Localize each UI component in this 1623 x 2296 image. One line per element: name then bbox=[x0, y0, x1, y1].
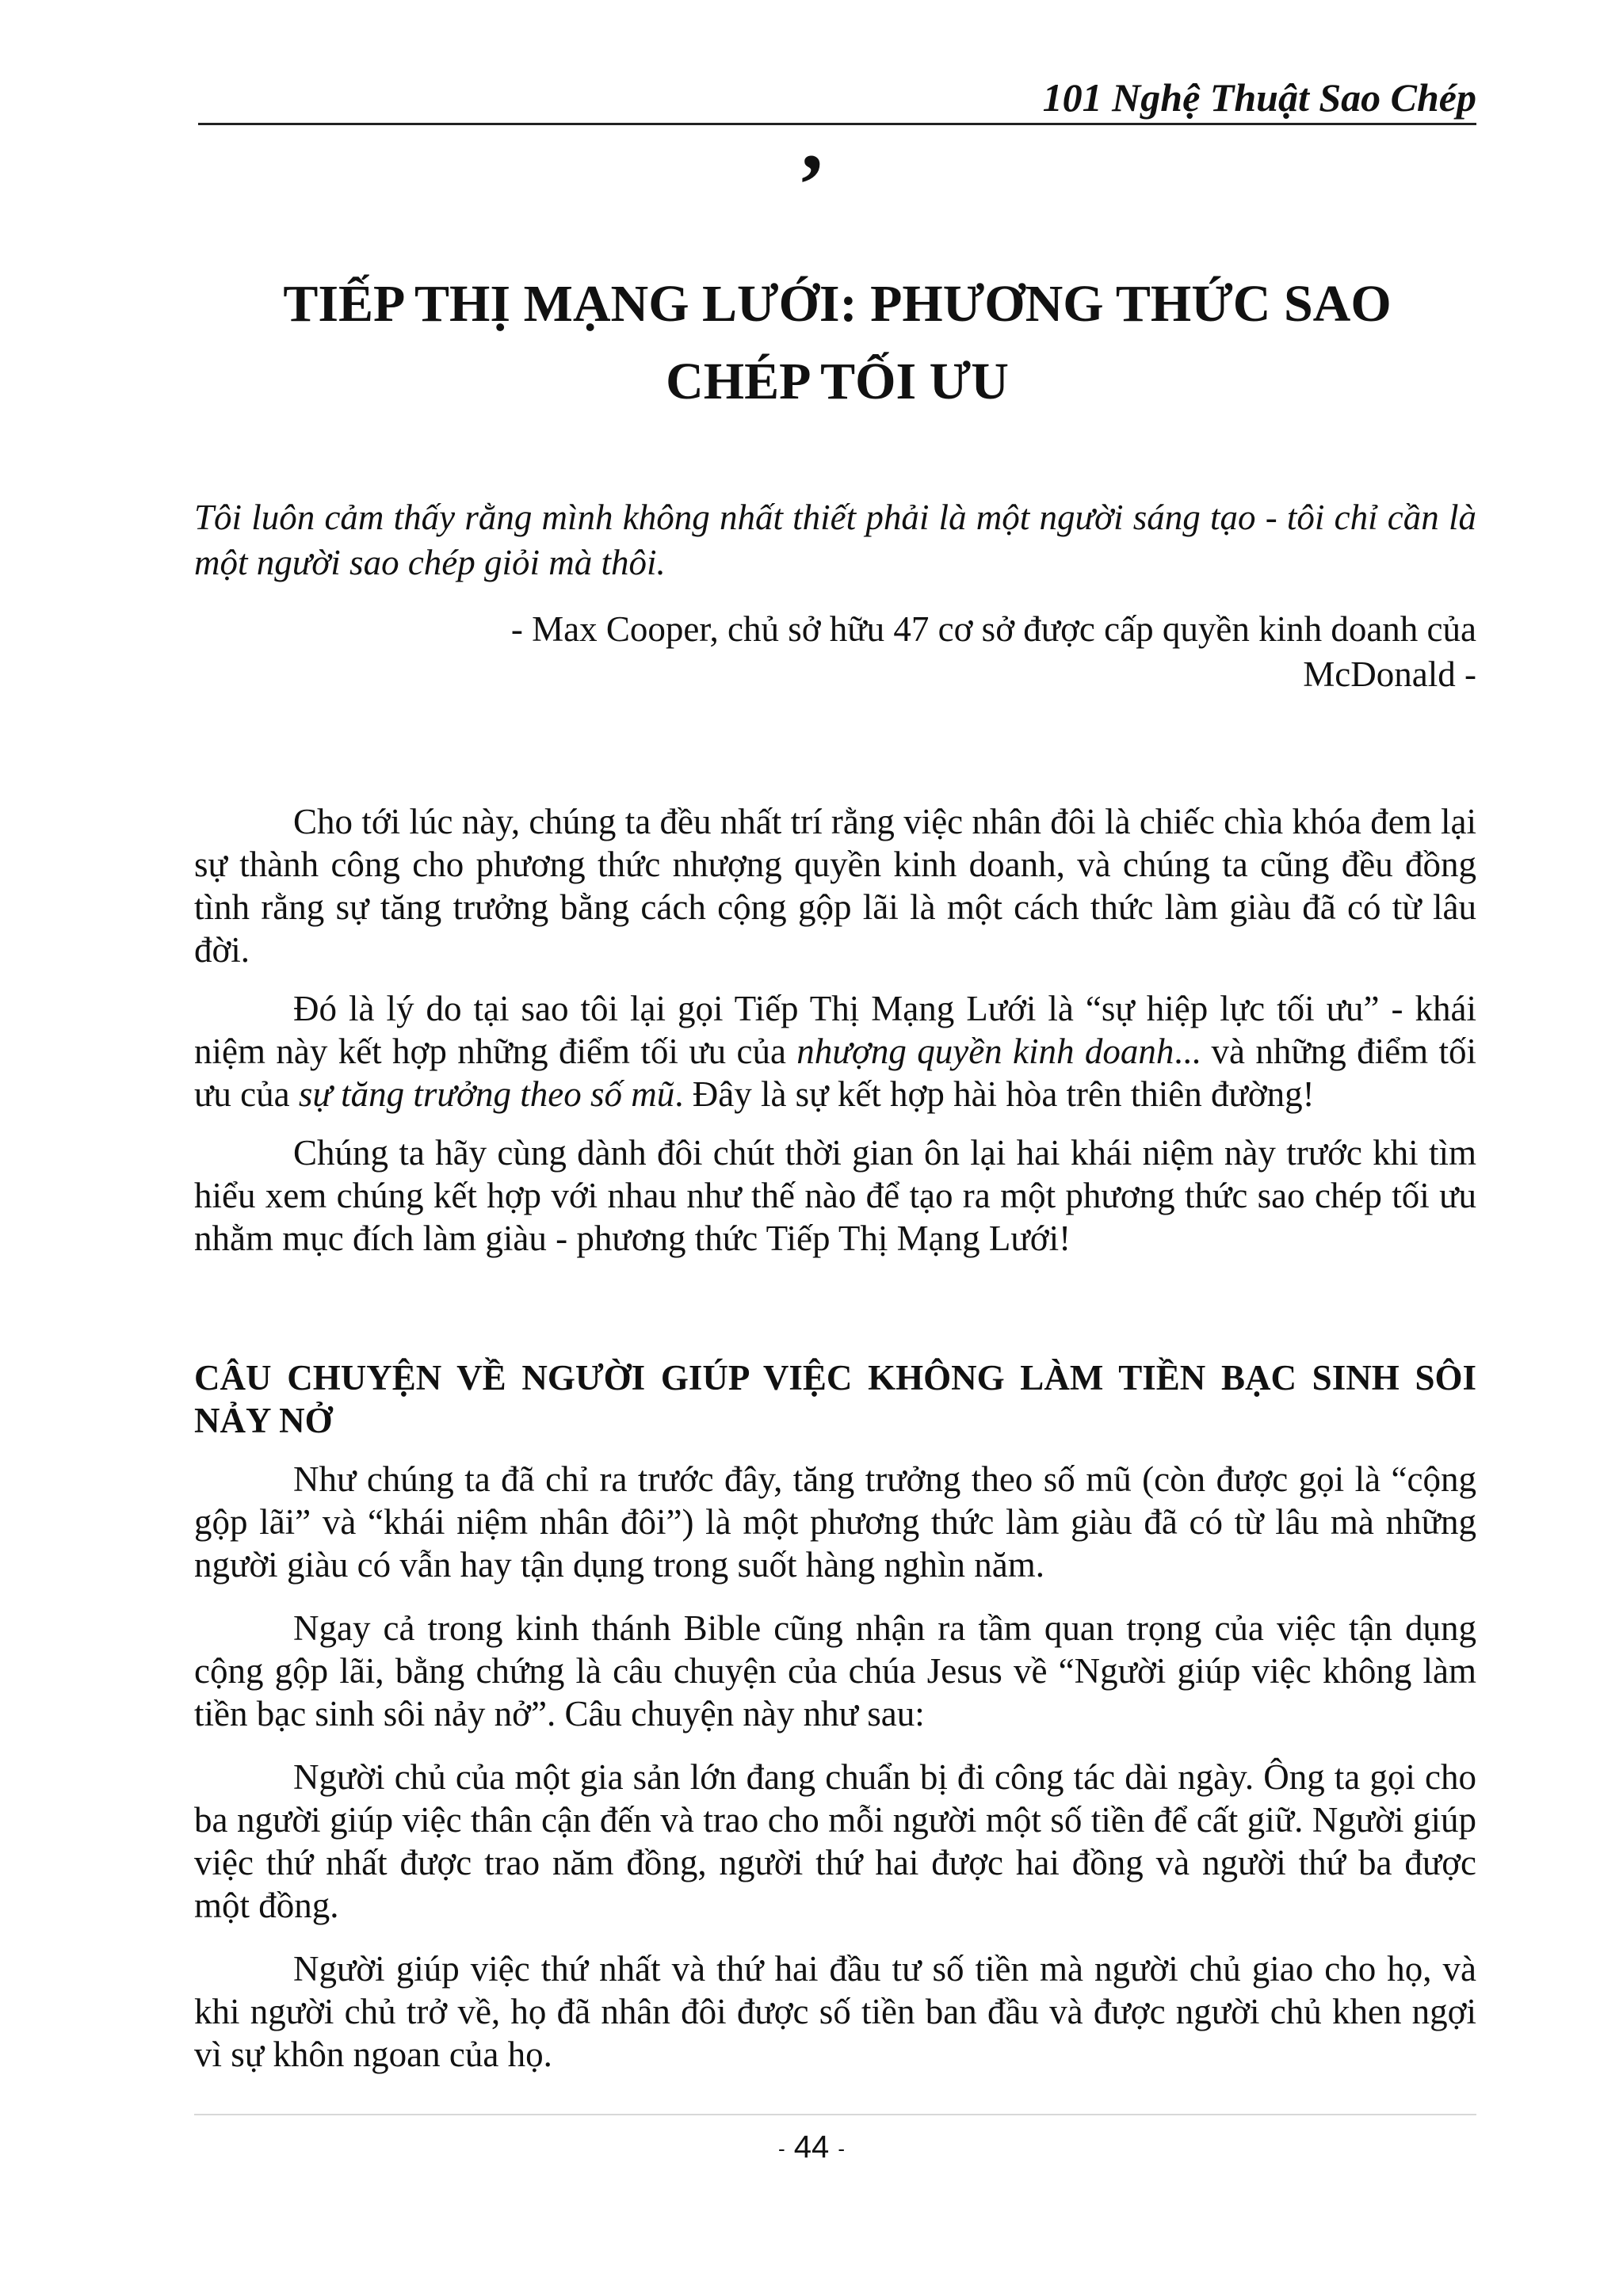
paragraph-4: Như chúng ta đã chỉ ra trước đây, tăng trưởng theo số mũ (còn được gọi là “cộng gộp lãi” và “khái niệm nhân đôi”) là một phương thức làm giàu đã có từ lâu mà những người giàu có vẫn hay tận dụng trong suốt hàng nghìn năm. bbox=[194, 1459, 1476, 1585]
epigraph-attribution bbox=[194, 607, 1476, 697]
paragraph-5: Ngay cả trong kinh thánh Bible cũng nhận ra tầm quan trọng của việc tận dụng cộng gộp lãi, bằng chứng là câu chuyện của chúa Jesus về “Người giúp việc không làm tiền bạc sinh sôi nảy nở”. Câu chuyện này như sau: bbox=[194, 1608, 1476, 1733]
paragraph-7: Người giúp việc thứ nhất và thứ hai đầu tư số tiền mà người chủ giao cho họ, và khi người chủ trở về, họ đã nhân đôi được số tiền ban đầu và được người chủ khen ngợi vì sự khôn ngoan của họ. bbox=[194, 1949, 1476, 2074]
page-number-value: 44 bbox=[793, 2130, 830, 2164]
paragraph-3: Chúng ta hãy cùng dành đôi chút thời gian ôn lại hai khái niệm này trước khi tìm hiểu xem chúng kết hợp với nhau như thế nào để tạo ra một phương thức sao chép tối ưu nhằm mục đích làm giàu - phương thức Tiếp Thị Mạng Lưới! bbox=[194, 1133, 1476, 1258]
paragraph-6: Người chủ của một gia sản lớn đang chuẩn bị đi công tác dài ngày. Ông ta gọi cho ba người giúp việc thân cận đến và trao cho mỗi người một số tiền để cất giữ. Người giúp việc thứ nhất được trao năm đồng, người thứ hai được hai đồng và người thứ ba được một đồng. bbox=[194, 1757, 1476, 1925]
header-rule bbox=[198, 123, 1476, 125]
section-heading: CÂU CHUYỆN VỀ NGƯỜI GIÚP VIỆC KHÔNG LÀM TIỀN BẠC SINH SÔI NẢY NỞ bbox=[194, 1358, 1476, 1440]
intro-paragraphs bbox=[194, 800, 1476, 1260]
paragraph-2-text-a: Đó là lý do tại sao tôi lại gọi Tiếp Thị Mạng Lưới là “sự hiệp lực tối ưu” - khái niệm này kết hợp những điểm tối ưu của bbox=[194, 989, 1476, 1071]
chapter-mark: ’ bbox=[796, 136, 827, 233]
chapter-title bbox=[198, 265, 1476, 421]
page-number bbox=[0, 2130, 1623, 2165]
footer-rule bbox=[194, 2114, 1476, 2115]
chapter-title-line-1: TIẾP THỊ MẠNG LƯỚI: PHƯƠNG THỨC SAO bbox=[283, 275, 1392, 333]
attribution-line-2: McDonald - bbox=[1303, 654, 1476, 694]
paragraph-2-text-c: ... và những điểm tối ưu của bbox=[194, 1032, 1476, 1114]
paragraph-2 bbox=[194, 987, 1476, 1116]
page-number-dash-left: - bbox=[777, 2136, 785, 2161]
running-header-title: 101 Nghệ Thuật Sao Chép bbox=[1042, 75, 1476, 120]
attribution-line-1: - Max Cooper, chủ sở hữu 47 cơ sở được cấp quyền kinh doanh của bbox=[510, 609, 1476, 649]
paragraph-1: Cho tới lúc này, chúng ta đều nhất trí rằng việc nhân đôi là chiếc chìa khóa đem lại sự thành công cho phương thức nhượng quyền kinh doanh, và chúng ta cũng đều đồng tình rằng sự tăng trưởng bằng cách cộng gộp lãi là một cách thức làm giàu đã có từ lâu đời. bbox=[194, 802, 1476, 970]
chapter-title-line-2: CHÉP TỐI ƯU bbox=[666, 353, 1009, 410]
story-paragraphs bbox=[194, 1458, 1476, 2076]
paragraph-2-emphasis-franchise: nhượng quyền kinh doanh bbox=[796, 1032, 1174, 1071]
paragraph-2-text-e: . Đây là sự kết hợp hài hòa trên thiên đường! bbox=[674, 1074, 1315, 1114]
epigraph-quote: Tôi luôn cảm thấy rằng mình không nhất thiết phải là một người sáng tạo - tôi chỉ cần là một người sao chép giỏi mà thôi. bbox=[194, 498, 1476, 582]
paragraph-2-emphasis-exponential: sự tăng trưởng theo số mũ bbox=[298, 1074, 675, 1114]
page-number-dash-right: - bbox=[838, 2136, 846, 2161]
